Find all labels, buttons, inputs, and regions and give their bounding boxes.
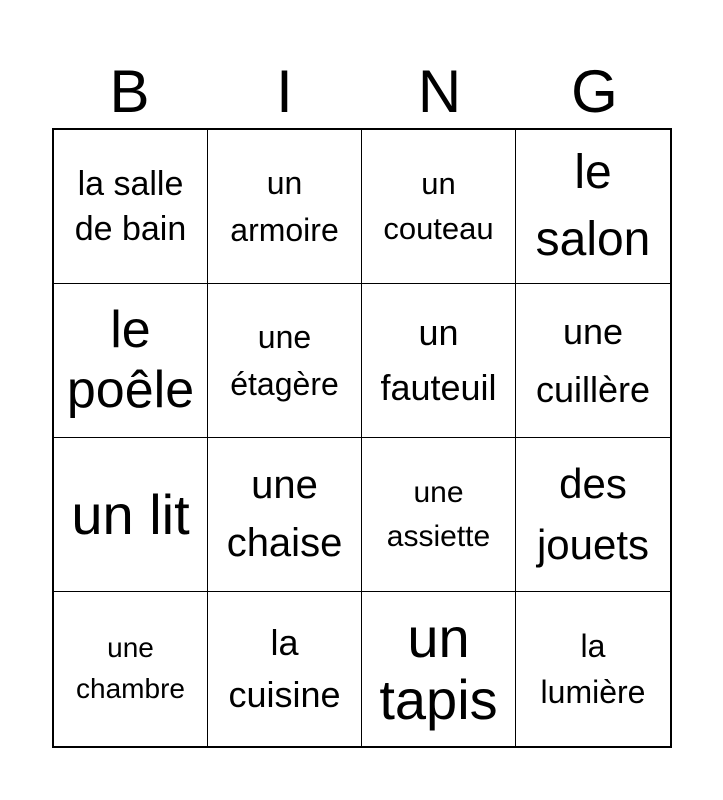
header-letter-b: B <box>109 58 150 125</box>
bingo-cell[interactable]: un tapis <box>362 592 516 746</box>
bingo-cell[interactable]: la lumière <box>540 627 646 710</box>
bingo-cell[interactable]: une chaise <box>208 438 362 592</box>
header-letter-i: I <box>276 58 293 125</box>
bingo-cell[interactable]: le poêle <box>54 284 208 438</box>
bingo-cell[interactable]: des jouets <box>516 438 670 592</box>
bingo-cell[interactable]: une chambre <box>54 592 208 746</box>
bingo-cell[interactable]: un lit <box>54 438 208 592</box>
header-letter-n: N <box>417 58 462 125</box>
bingo-header <box>52 58 672 126</box>
bingo-cell[interactable]: la salle de bain <box>54 130 208 284</box>
bingo-cell[interactable]: une cuillère <box>516 284 670 438</box>
bingo-cell[interactable]: un fauteuil <box>362 284 516 438</box>
bingo-cell[interactable]: un armoire <box>208 130 362 284</box>
bingo-cell[interactable]: le salon <box>516 130 670 284</box>
bingo-cell[interactable]: une étagère <box>208 284 362 438</box>
bingo-cell[interactable]: un couteau <box>362 130 516 284</box>
bingo-cell[interactable]: la cuisine <box>208 592 362 746</box>
header-letter-g: G <box>571 58 618 125</box>
bingo-cell[interactable]: une assiette <box>362 438 516 592</box>
bingo-card-grid <box>52 128 672 748</box>
